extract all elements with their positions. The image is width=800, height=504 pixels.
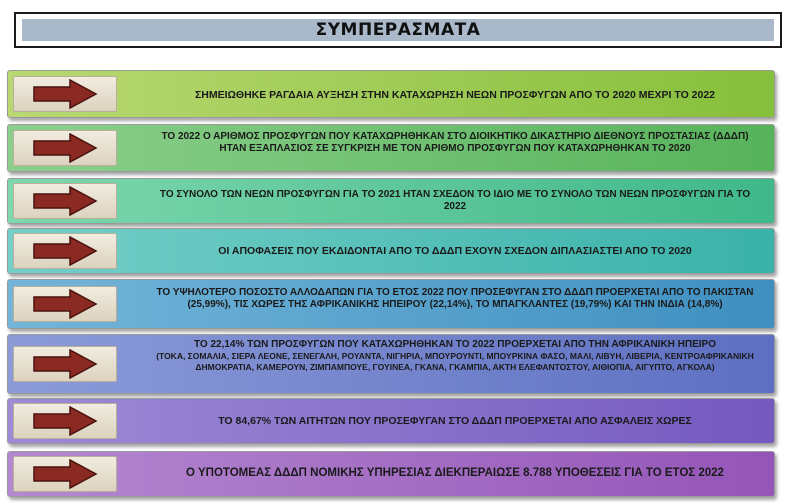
right-arrow-icon: [32, 79, 98, 109]
right-arrow-icon: [32, 459, 98, 489]
arrow-box: [13, 403, 117, 439]
arrow-box: [13, 130, 117, 166]
title-frame: [14, 12, 782, 48]
conclusion-text-block: [148, 339, 762, 373]
conclusion-text: ΤΟ ΥΨΗΛΟΤΕΡΟ ΠΟΣΟΣΤΟ ΑΛΛΟΔΑΠΩΝ ΓΙΑ ΤΟ ΕΤΟΣ 2022 ΠΟΥ ΠΡΟΣΕΦΥΓΑΝ ΣΤΟ ΔΔΔΠ ΠΡΟΕΡΧΕΤΑΙ ΑΠΟ ΤΟ ΠΑΚΙΣΤΑΝ (25,99%), ΤΙΣ ΧΩΡΕΣ ΤΗΣ ΑΦΡΙΚΑΝΙΚΗΣ ΗΠΕΙΡΟΥ (22,14%), ΤΟ ΜΠΑΓΚΛΑΝΤΕΣ (19,79%) ΚΑΙ ΤΗΝ ΙΝΔΙΑ (14,8%): [156, 287, 754, 310]
right-arrow-icon: [32, 406, 98, 436]
conclusion-row-1: [7, 70, 775, 118]
conclusion-row-8: [7, 451, 775, 497]
page-title: ΣΥΜΠΕΡΑΣΜΑΤΑ: [315, 20, 481, 40]
conclusion-row-3: [7, 178, 775, 224]
conclusion-row-5: [7, 279, 775, 329]
right-arrow-icon: [32, 186, 98, 216]
conclusion-row-6: [7, 334, 775, 394]
conclusion-text: Ο ΥΠΟΤΟΜΕΑΣ ΔΔΔΠ ΝΟΜΙΚΗΣ ΥΠΗΡΕΣΙΑΣ ΔΙΕΚΠΕΡΑΙΩΣΕ 8.788 ΥΠΟΘΕΣΕΙΣ ΓΙΑ ΤΟ ΕΤΟΣ 2022: [186, 467, 724, 479]
arrow-box: [13, 183, 117, 219]
conclusion-text: ΣΗΜΕΙΩΘΗΚΕ ΡΑΓΔΑΙΑ ΑΥΞΗΣΗ ΣΤΗΝ ΚΑΤΑΧΩΡΗΣΗ ΝΕΩΝ ΠΡΟΣΦΥΓΩΝ ΑΠΟ ΤΟ 2020 ΜΕΧΡΙ ΤΟ 2022: [194, 89, 716, 101]
conclusion-text: ΤΟ ΣΥΝΟΛΟ ΤΩΝ ΝΕΩΝ ΠΡΟΣΦΥΓΩΝ ΓΙΑ ΤΟ 2021 ΗΤΑΝ ΣΧΕΔΟΝ ΤΟ ΙΔΙΟ ΜΕ ΤΟ ΣΥΝΟΛΟ ΤΩΝ ΝΕΩΝ ΠΡΟΣΦΥΓΩΝ ΓΙΑ ΤΟ 2022: [159, 189, 751, 212]
country-list: (ΤΟΚΑ, ΣΟΜΑΛΙΑ, ΣΙΕΡΑ ΛΕΟΝΕ, ΣΕΝΕΓΑΛΗ, ΡΟΥΑΝΤΑ, ΝΙΓΗΡΙΑ, ΜΠΟΥΡΟΥΝΤΙ, ΜΠΟΥΡΚΙΝΑ ΦΑΣΟ, ΜΑΛΙ, ΛΙΒΥΗ, ΛΙΒΕΡΙΑ, ΚΕΝΤΡΟΑΦΡΙΚΑΝΙΚΗ ΔΗΜΟΚΡΑΤΙΑ, ΚΑΜΕΡΟΥΝ, ΖΙΜΠΑΜΠΟΥΕ, ΓΟΥΙΝΕΑ, ΓΚΑΝΑ, ΓΚΑΜΠΙΑ, ΑΚΤΗ ΕΛΕΦΑΝΤΟΣΤΟΥ, ΑΙΘΙΟΠΙΑ, ΑΙΓΥΠΤΟ, ΑΓΚΟΛΑ): [156, 351, 754, 372]
arrow-box: [13, 76, 117, 112]
arrow-box: [13, 286, 117, 322]
right-arrow-icon: [32, 236, 98, 266]
conclusion-text: ΤΟ 2022 Ο ΑΡΙΘΜΟΣ ΠΡΟΣΦΥΓΩΝ ΠΟΥ ΚΑΤΑΧΩΡΗΘΗΚΑΝ ΣΤΟ ΔΙΟΙΚΗΤΙΚΟ ΔΙΚΑΣΤΗΡΙΟ ΔΙΕΘΝΟΥΣ ΠΡΟΣΤΑΣΙΑΣ (ΔΔΔΠ) ΗΤΑΝ ΕΞΑΠΛΑΣΙΟΣ ΣΕ ΣΥΓΚΡΙΣΗ ΜΕ ΤΟΝ ΑΡΙΘΜΟ ΠΡΟΣΦΥΓΩΝ ΠΟΥ ΚΑΤΑΧΩΡΗΘΗΚΑΝ ΤΟ 2020: [161, 131, 749, 154]
title-banner: [22, 19, 774, 41]
right-arrow-icon: [32, 133, 98, 163]
conclusion-row-7: [7, 398, 775, 444]
conclusion-row-4: [7, 228, 775, 274]
arrow-box: [13, 346, 117, 382]
arrow-box: [13, 233, 117, 269]
right-arrow-icon: [32, 289, 98, 319]
conclusion-text: ΤΟ 84,67% ΤΩΝ ΑΙΤΗΤΩΝ ΠΟΥ ΠΡΟΣΕΦΥΓΑΝ ΣΤΟ ΔΔΔΠ ΠΡΟΕΡΧΕΤΑΙ ΑΠΟ ΑΣΦΑΛΕΙΣ ΧΩΡΕΣ: [218, 415, 692, 427]
conclusion-row-2: [7, 124, 775, 172]
arrow-box: [13, 456, 117, 492]
conclusion-text: ΟΙ ΑΠΟΦΑΣΕΙΣ ΠΟΥ ΕΚΔΙΔΟΝΤΑΙ ΑΠΟ ΤΟ ΔΔΔΠ ΕΧΟΥΝ ΣΧΕΔΟΝ ΔΙΠΛΑΣΙΑΣΤΕΙ ΑΠΟ ΤΟ 2020: [218, 245, 692, 257]
conclusion-text: ΤΟ 22,14% ΤΩΝ ΠΡΟΣΦΥΓΩΝ ΠΟΥ ΚΑΤΑΧΩΡΗΘΗΚΑΝ ΤΟ 2022 ΠΡΟΕΡΧΕΤΑΙ ΑΠΟ ΤΗΝ ΑΦΡΙΚΑΝΙΚΗ ΗΠΕΙΡΟ: [193, 339, 717, 350]
right-arrow-icon: [32, 349, 98, 379]
